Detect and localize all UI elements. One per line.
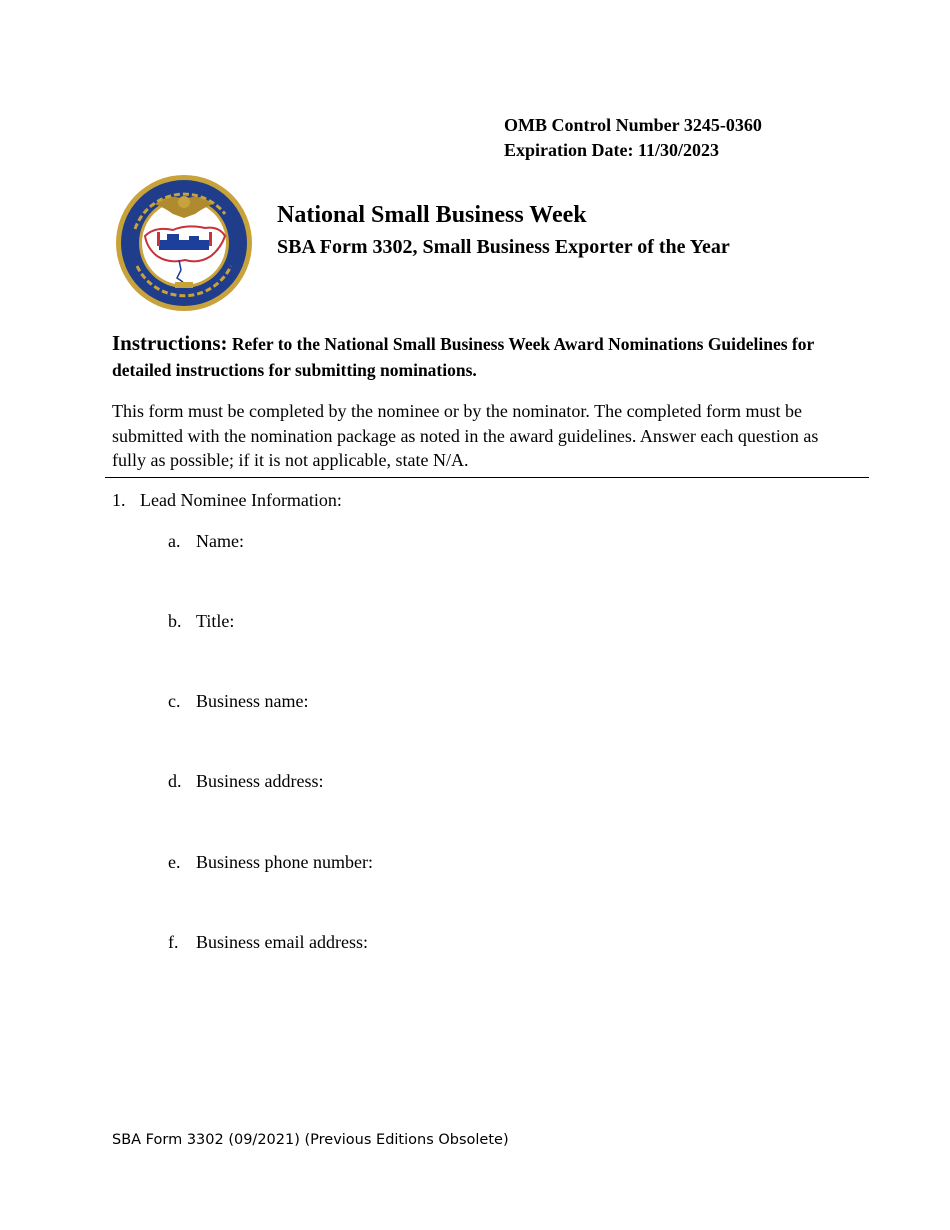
field-letter: e. <box>168 852 181 872</box>
field-letter: a. <box>168 531 181 551</box>
instructions-text: Refer to the National Small Business Week Award Nominations Guidelines for detailed instructions for submitting nominations. <box>112 334 814 380</box>
question-1 <box>112 490 342 511</box>
field-business-address[interactable] <box>168 771 324 792</box>
omb-control-number: OMB Control Number 3245-0360 <box>504 115 762 135</box>
page-title: National Small Business Week <box>277 202 587 228</box>
form-footer: SBA Form 3302 (09/2021) (Previous Editions Obsolete) <box>112 1132 509 1148</box>
divider <box>105 477 869 478</box>
instructions <box>112 330 852 383</box>
field-business-name[interactable] <box>168 691 309 712</box>
question-number: 1. <box>112 490 126 510</box>
field-letter: c. <box>168 691 181 711</box>
field-label: Name: <box>196 531 244 551</box>
field-name[interactable] <box>168 531 244 552</box>
field-label: Business address: <box>196 771 324 791</box>
field-letter: b. <box>168 611 182 631</box>
form-description: This form must be completed by the nominee or by the nominator. The completed form must be submitted with the nomination package as noted in the award guidelines. Answer each question as fully as possible; if it is not applicable, state N/A. <box>112 401 819 470</box>
field-label: Business phone number: <box>196 852 373 872</box>
field-label: Business name: <box>196 691 309 711</box>
field-business-email[interactable] <box>168 932 368 953</box>
instructions-label: Instructions: <box>112 331 228 355</box>
question-label: Lead Nominee Information: <box>140 490 342 510</box>
field-letter: f. <box>168 932 179 952</box>
field-business-phone[interactable] <box>168 852 373 873</box>
sba-seal-icon <box>115 174 253 312</box>
expiration-date: Expiration Date: 11/30/2023 <box>504 140 719 160</box>
form-subtitle: SBA Form 3302, Small Business Exporter of the Year <box>277 236 730 258</box>
omb-block <box>504 113 762 163</box>
field-label: Title: <box>196 611 235 631</box>
field-label: Business email address: <box>196 932 368 952</box>
field-letter: d. <box>168 771 182 791</box>
field-title[interactable] <box>168 611 234 632</box>
